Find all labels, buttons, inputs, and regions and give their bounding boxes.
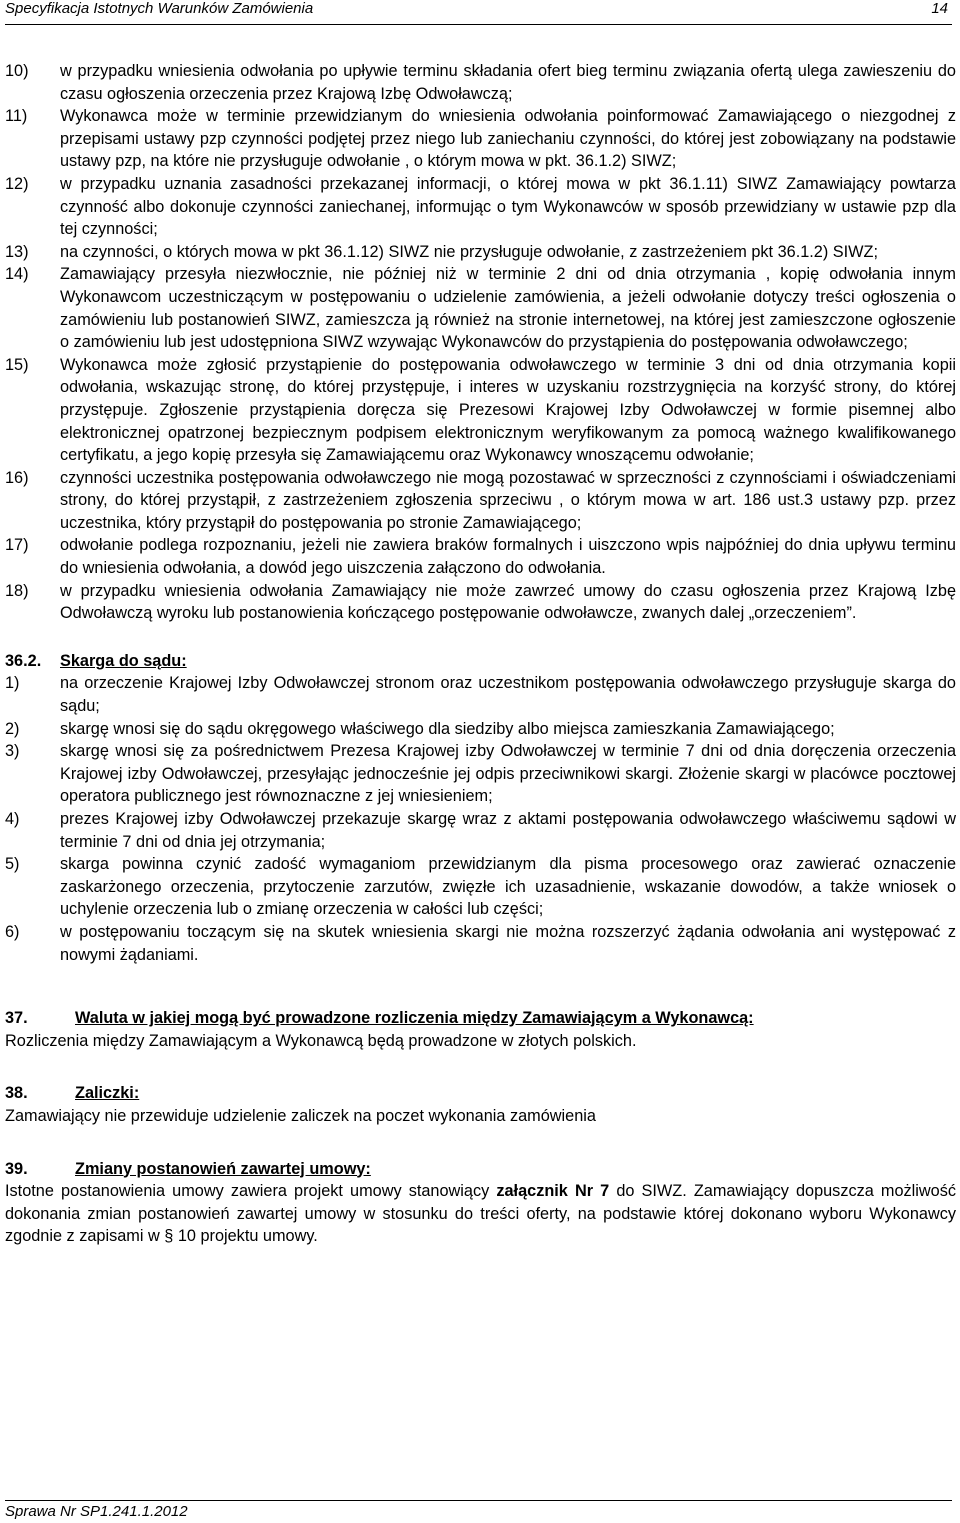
section-heading bbox=[5, 1082, 956, 1105]
page-header bbox=[5, 0, 952, 25]
item-number: 6) bbox=[5, 922, 20, 941]
list-item bbox=[5, 672, 956, 717]
item-number: 1) bbox=[5, 674, 20, 693]
section-title: Skarga do sądu: bbox=[60, 651, 187, 670]
list-item bbox=[5, 173, 956, 241]
section-title: Zmiany postanowień zawartej umowy: bbox=[75, 1159, 371, 1178]
list-item bbox=[5, 853, 956, 921]
item-text: prezes Krajowej izby Odwoławczej przekazuje skargę wraz z aktami postępowania odwoławczego właściwemu sądowi w terminie 7 dni od dnia jej otrzymania; bbox=[60, 810, 956, 851]
item-number: 13) bbox=[5, 242, 29, 261]
header-title: Specyfikacja Istotnych Warunków Zamówienia bbox=[5, 0, 314, 17]
item-text: Zamawiający przesyła niezwłocznie, nie później niż w terminie 2 dni od dnia otrzymania , kopię odwołania innym Wykonawcom uczestniczącym w postępowaniu o udzielenie zamówienia, a jeżeli odwołanie dotyczy treści ogłoszenia o zamówieniu lub postanowień SIWZ, zamieszcza ją również na stronie internetowej, na której jest zamieszczone ogłoszenie o zamówieniu lub jest udostępniona SIWZ wzywając Wykonawców do przystąpienia do postępowania odwoławczego; bbox=[60, 265, 956, 352]
list-item bbox=[5, 467, 956, 535]
item-text: w przypadku wniesienia odwołania po upływie terminu składania ofert bieg terminu związania ofertą ulega zawieszeniu do czasu ogłoszenia orzeczenia przez Krajową Izbę Odwoławczą; bbox=[60, 62, 956, 103]
list-item bbox=[5, 105, 956, 173]
section-39 bbox=[5, 1158, 956, 1248]
list-item bbox=[5, 921, 956, 966]
attachment-reference: załącznik Nr 7 bbox=[496, 1182, 610, 1201]
list-item bbox=[5, 740, 956, 808]
item-number: 18) bbox=[5, 581, 29, 600]
section-37 bbox=[5, 1007, 956, 1052]
item-number: 10) bbox=[5, 62, 29, 80]
list-item bbox=[5, 808, 956, 853]
item-number: 16) bbox=[5, 468, 29, 487]
list-item bbox=[5, 580, 956, 625]
list-item bbox=[5, 534, 956, 579]
section-heading bbox=[5, 1158, 956, 1181]
item-text: Wykonawca może zgłosić przystąpienie do postępowania odwoławczego w terminie 3 dni od dnia otrzymania kopii odwołania, wskazując stronę, do której przystępuje, i interes w uzyskaniu rozstrzygnięcia na korzyść strony, do której przystępuje. Zgłoszenie przystąpienia doręcza się Prezesowi Krajowej Izby Odwoławczej w formie pisemnej albo elektronicznej opatrzonej bezpiecznym podpisem elektronicznym weryfikowanym za pomocą ważnego kwalifikowanego certyfikatu, a jego kopię przesyła się Zamawiającemu oraz Wykonawcy wnoszącemu odwołanie; bbox=[60, 355, 956, 465]
item-number: 4) bbox=[5, 810, 20, 828]
item-number: 12) bbox=[5, 174, 29, 193]
list-appeal-rules bbox=[5, 60, 956, 625]
item-number: 14) bbox=[5, 265, 29, 284]
item-number: 17) bbox=[5, 536, 29, 555]
list-item bbox=[5, 60, 956, 105]
document-body bbox=[5, 60, 956, 1248]
section-number: 38. bbox=[5, 1084, 28, 1103]
item-text: w przypadku wniesienia odwołania Zamawiający nie może zawrzeć umowy do czasu ogłoszenia przez Krajową Izbę Odwoławczą wyroku lub postanowienia kończącego postępowanie odwoławcze, zwanych dalej „orzeczeniem”. bbox=[60, 581, 956, 623]
section-heading bbox=[5, 1007, 956, 1030]
section-body-part: do SIWZ. Zamawiający dopuszcza możliwość dokonania zmian postanowień zawartej umowy w stosunku do treści oferty, na podstawie której dokonano wyboru Wykonawcy zgodnie z zapisami w § 10 projektu umowy. bbox=[5, 1182, 956, 1246]
item-number: 2) bbox=[5, 719, 20, 738]
item-text: odwołanie podlega rozpoznaniu, jeżeli nie zawiera braków formalnych i uiszczono wpis najpóźniej do dnia upływu terminu do wniesienia odwołania, a dowód jego uiszczenia załączono do odwołania. bbox=[60, 536, 956, 578]
item-text: skargę wnosi się do sądu okręgowego właściwego dla siedziby albo miejsca zamieszkania Zamawiającego; bbox=[60, 719, 835, 738]
item-text: na orzeczenie Krajowej Izby Odwoławczej stronom oraz uczestnikom postępowania odwoławczego przysługuje skarga do sądu; bbox=[60, 674, 956, 716]
section-38 bbox=[5, 1082, 956, 1127]
item-text: skarga powinna czynić zadość wymaganiom przewidzianym dla pisma procesowego oraz zawierać oznaczenie zaskarżonego orzeczenia, przytoczenie zarzutów, zwięzłe ich uzasadnienie, wskazanie dowodów, a także wniosek o uchylenie orzeczenia lub o zmianę orzeczenia w całości lub części; bbox=[60, 855, 956, 919]
item-text: na czynności, o których mowa w pkt 36.1.12) SIWZ nie przysługuje odwołanie, z zastrzeżeniem pkt 36.1.2) SIWZ; bbox=[60, 242, 879, 261]
item-number: 3) bbox=[5, 742, 20, 761]
section-number: 37. bbox=[5, 1009, 28, 1028]
footer-case-number: Sprawa Nr SP1.241.1.2012 bbox=[5, 1503, 188, 1520]
page-number: 14 bbox=[931, 0, 948, 17]
section-body bbox=[5, 1180, 956, 1248]
item-number: 15) bbox=[5, 355, 29, 374]
item-text: czynności uczestnika postępowania odwoławczego nie mogą pozostawać w sprzeczności z czynnościami i oświadczeniami strony, do której przystąpił, z zastrzeżeniem zgłoszenia sprzeciwu , o którym mowa w art. 186 ust.3 ustawy pzp. przez uczestnika, który przystąpił do postępowania po stronie Zamawiającego; bbox=[60, 468, 956, 532]
list-item bbox=[5, 718, 956, 741]
item-number: 5) bbox=[5, 855, 20, 874]
section-body: Rozliczenia między Zamawiającym a Wykonawcą będą prowadzone w złotych polskich. bbox=[5, 1031, 637, 1050]
item-text: w postępowaniu toczącym się na skutek wniesienia skargi nie można rozszerzyć żądania odwołania ani występować z nowymi żądaniami. bbox=[60, 922, 956, 964]
list-item bbox=[5, 263, 956, 353]
section-body: Zamawiający nie przewiduje udzielenie zaliczek na poczet wykonania zamówienia bbox=[5, 1106, 596, 1125]
section-body-part: Istotne postanowienia umowy zawiera projekt umowy stanowiący bbox=[5, 1182, 497, 1201]
list-item bbox=[5, 354, 956, 467]
item-text: skargę wnosi się za pośrednictwem Prezesa Krajowej izby Odwoławczej w terminie 7 dni od dnia doręczenia orzeczenia Krajowej izby Odwoławczej, przesyłając jednocześnie jej odpis przeciwnikowi skargi. Złożenie skargi w placówce pocztowej operatora publicznego jest równoznaczne z jej wniesieniem; bbox=[60, 742, 956, 806]
section-title: Waluta w jakiej mogą być prowadzone rozliczenia między Zamawiającym a Wykonawcą: bbox=[75, 1009, 754, 1028]
item-number: 11) bbox=[5, 107, 28, 126]
section-number: 39. bbox=[5, 1159, 28, 1178]
section-title: Zaliczki: bbox=[75, 1084, 140, 1103]
section-heading-36-2 bbox=[5, 650, 956, 673]
item-text: Wykonawca może w terminie przewidzianym do wniesienia odwołania poinformować Zamawiającego o niezgodnej z przepisami ustawy pzp czynności podjętej przez niego lub zaniechaniu czynności, do której jest zobowiązany na podstawie ustawy pzp, na które nie przysługuje odwołanie , o którym mowa w pkt. 36.1.2) SIWZ; bbox=[60, 107, 956, 171]
section-number: 36.2. bbox=[5, 651, 42, 670]
item-text: w przypadku uznania zasadności przekazanej informacji, o której mowa w pkt 36.1.11) SIWZ Zamawiający powtarza czynność albo dokonuje czynności zaniechanej, informując o tym Wykonawców w sposób przewidziany w ustawie pzp dla tej czynności; bbox=[60, 174, 956, 239]
list-court-complaint bbox=[5, 672, 956, 966]
list-item bbox=[5, 241, 956, 264]
page-footer bbox=[5, 1500, 952, 1523]
